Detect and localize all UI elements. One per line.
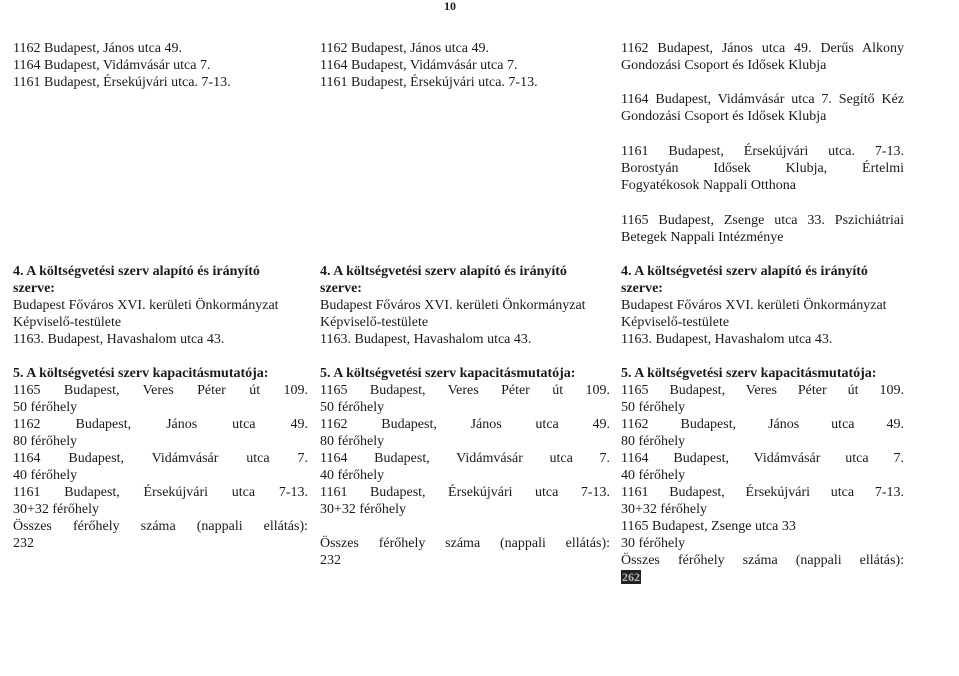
address-line: 1162 Budapest, János utca 49. bbox=[621, 417, 904, 432]
section-5 bbox=[13, 365, 308, 552]
capacity-line: 30+32 férőhely bbox=[320, 502, 407, 517]
capacity-line: 50 férőhely bbox=[13, 400, 78, 415]
address-line: 1161 Budapest, Érsekújvári utca 7-13. bbox=[320, 485, 610, 500]
address-line: 1165 Budapest, Veres Péter út 109. bbox=[320, 383, 610, 398]
section-4-heading-cont: szerve: bbox=[320, 281, 362, 296]
spacer bbox=[320, 518, 610, 535]
total-value-row bbox=[621, 569, 904, 586]
address-line: 1164 Budapest, Vidámvásár utca 7. bbox=[13, 58, 211, 73]
institution-name: Borostyán Idősek Klubja, Értelmi bbox=[621, 161, 904, 176]
section-4 bbox=[13, 263, 308, 348]
total-label: Összes férőhely száma (nappali ellátás): bbox=[320, 536, 610, 551]
address-line: 1161 Budapest, Érsekújvári utca 7-13. bbox=[621, 485, 904, 500]
institution-entry bbox=[621, 212, 904, 246]
section-5-heading: 5. A költségvetési szerv kapacitásmutatója: bbox=[13, 366, 269, 381]
total-value-highlighted: 262 bbox=[622, 570, 640, 584]
body-line: Budapest Főváros XVI. kerületi Önkormányzat bbox=[621, 298, 887, 313]
section-4-heading: 4. A költségvetési szerv alapító és irányító bbox=[320, 264, 567, 279]
section-4-heading: 4. A költségvetési szerv alapító és irányító bbox=[13, 264, 260, 279]
section-5 bbox=[621, 365, 904, 586]
body-line: 1163. Budapest, Havashalom utca 43. bbox=[13, 332, 225, 347]
section-4 bbox=[621, 263, 904, 348]
address-line: 1161 Budapest, Érsekújvári utca. 7-13. bbox=[621, 144, 904, 159]
section-5 bbox=[320, 365, 610, 569]
address-line: 1161 Budapest, Érsekújvári utca. 7-13. bbox=[13, 75, 231, 90]
address-line: 1162 Budapest, János utca 49. bbox=[320, 417, 610, 432]
body-line: 1163. Budapest, Havashalom utca 43. bbox=[320, 332, 532, 347]
address-line: 1161 Budapest, Érsekújvári utca. 7-13. bbox=[320, 75, 538, 90]
address-line: 1162 Budapest, János utca 49. bbox=[13, 417, 308, 432]
section-4-heading: 4. A költségvetési szerv alapító és irányító bbox=[621, 264, 868, 279]
total-value: 232 bbox=[13, 536, 34, 551]
address-line: 1164 Budapest, Vidámvásár utca 7. bbox=[320, 58, 518, 73]
address-line: 1161 Budapest, Érsekújvári utca 7-13. bbox=[13, 485, 308, 500]
address-line: 1162 Budapest, János utca 49. bbox=[13, 41, 183, 56]
section-4 bbox=[320, 263, 610, 348]
capacity-line: 80 férőhely bbox=[621, 434, 686, 449]
section-5-heading: 5. A költségvetési szerv kapacitásmutatója: bbox=[621, 366, 877, 381]
address-line: 1162 Budapest, János utca 49. bbox=[320, 41, 490, 56]
address-line: 1164 Budapest, Vidámvásár utca 7. bbox=[13, 451, 308, 466]
capacity-line: 80 férőhely bbox=[13, 434, 78, 449]
address-line: 1164 Budapest, Vidámvásár utca 7. Segítő Kéz bbox=[621, 92, 904, 107]
institution-entry bbox=[621, 143, 904, 194]
addresses-block bbox=[13, 40, 308, 91]
total-label: Összes férőhely száma (nappali ellátás): bbox=[13, 519, 308, 534]
institution-entry bbox=[621, 40, 904, 74]
address-line: 1162 Budapest, János utca 49. Derűs Alkony bbox=[621, 41, 904, 56]
address-line: 1165 Budapest, Veres Péter út 109. bbox=[13, 383, 308, 398]
body-line: Képviselő-testülete bbox=[621, 315, 730, 330]
capacity-line: 80 férőhely bbox=[320, 434, 385, 449]
capacity-line: 50 férőhely bbox=[621, 400, 686, 415]
section-4-heading-cont: szerve: bbox=[13, 281, 55, 296]
body-line: Budapest Főváros XVI. kerületi Önkormányzat bbox=[320, 298, 586, 313]
body-line: Képviselő-testülete bbox=[13, 315, 122, 330]
capacity-line: 40 férőhely bbox=[13, 468, 78, 483]
address-line: 1165 Budapest, Zsenge utca 33 bbox=[621, 519, 796, 534]
institution-name: Gondozási Csoport és Idősek Klubja bbox=[621, 58, 827, 73]
institution-name: Fogyatékosok Nappali Otthona bbox=[621, 178, 796, 193]
body-line: 1163. Budapest, Havashalom utca 43. bbox=[621, 332, 833, 347]
section-4-heading-cont: szerve: bbox=[621, 281, 663, 296]
capacity-line: 30+32 férőhely bbox=[621, 502, 708, 517]
institution-entry bbox=[621, 91, 904, 125]
address-line: 1164 Budapest, Vidámvásár utca 7. bbox=[621, 451, 904, 466]
capacity-line: 40 férőhely bbox=[320, 468, 385, 483]
total-value: 232 bbox=[320, 553, 341, 568]
section-5-heading: 5. A költségvetési szerv kapacitásmutatója: bbox=[320, 366, 576, 381]
institution-name: Betegek Nappali Intézménye bbox=[621, 230, 784, 245]
body-line: Képviselő-testülete bbox=[320, 315, 429, 330]
address-line: 1164 Budapest, Vidámvásár utca 7. bbox=[320, 451, 610, 466]
capacity-line: 30 férőhely bbox=[621, 536, 686, 551]
addresses-block bbox=[320, 40, 610, 91]
total-label: Összes férőhely száma (nappali ellátás): bbox=[621, 553, 904, 568]
address-line: 1165 Budapest, Veres Péter út 109. bbox=[621, 383, 904, 398]
capacity-line: 30+32 férőhely bbox=[13, 502, 100, 517]
institution-name: Gondozási Csoport és Idősek Klubja bbox=[621, 109, 827, 124]
page-number: 10 bbox=[444, 0, 456, 13]
body-line: Budapest Főváros XVI. kerületi Önkormányzat bbox=[13, 298, 279, 313]
capacity-line: 40 férőhely bbox=[621, 468, 686, 483]
capacity-line: 50 férőhely bbox=[320, 400, 385, 415]
address-line: 1165 Budapest, Zsenge utca 33. Pszichiátriai bbox=[621, 213, 904, 228]
